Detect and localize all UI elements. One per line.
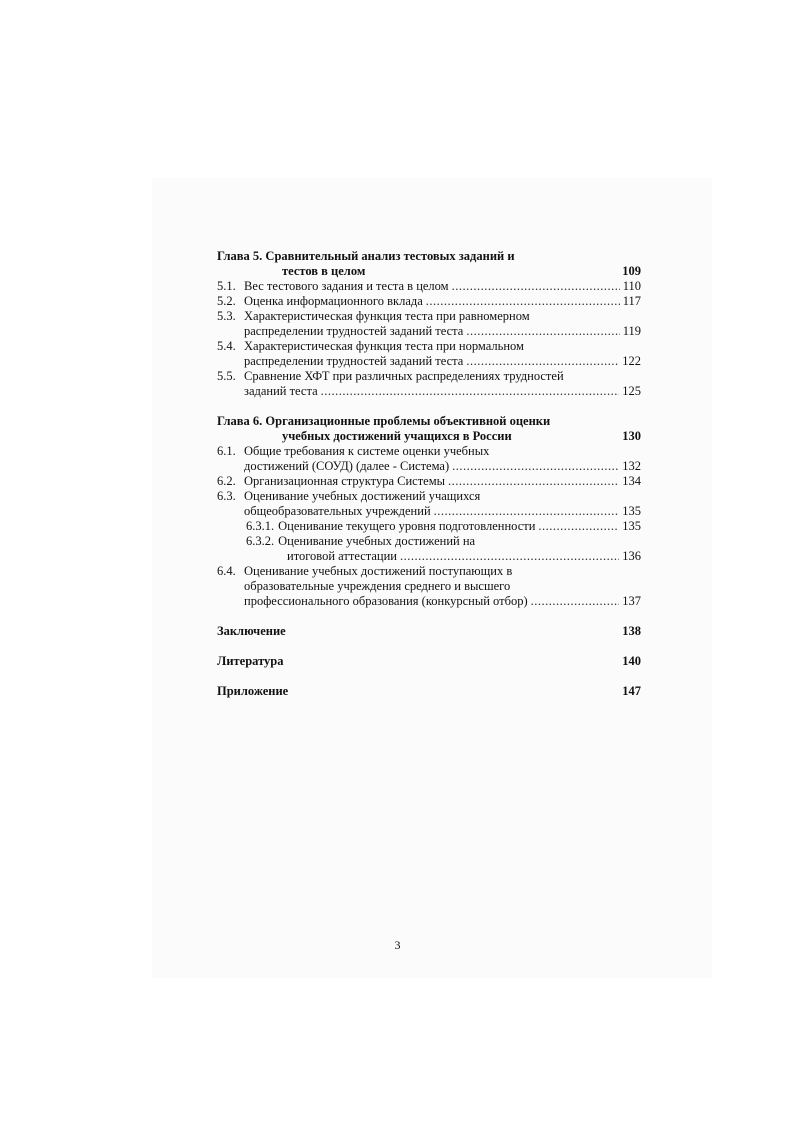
toc-entry-5-2	[217, 294, 641, 309]
entry-title-cont: распределении трудностей заданий теста	[244, 354, 464, 368]
entry-page: 135	[622, 519, 641, 533]
toc-appendix	[217, 684, 641, 699]
entry-page: 125	[622, 384, 641, 398]
toc-conclusion	[217, 624, 641, 639]
entry-page: 136	[622, 549, 641, 563]
toc-entry-5-5	[217, 369, 641, 399]
entry-number: 6.1.	[217, 444, 236, 458]
entry-page: 134	[622, 474, 641, 488]
entry-title-cont: общеобразовательных учреждений	[244, 504, 431, 518]
entry-title-cont: образовательные учреждения среднего и высшего	[244, 579, 511, 593]
entry-title: Характеристическая функция теста при нормальном	[244, 339, 524, 353]
appendix-page: 147	[622, 684, 641, 698]
entry-number: 5.4.	[217, 339, 236, 353]
entry-page: 119	[622, 324, 641, 338]
entry-title: Вес тестового задания и теста в целом	[244, 279, 449, 293]
entry-number: 5.3.	[217, 309, 236, 323]
toc-entry-5-3	[217, 309, 641, 339]
toc-entry-6-3	[217, 489, 641, 519]
leader-dots	[538, 519, 619, 534]
chapter-5-title-line2: тестов в целом	[282, 264, 366, 278]
entry-title: Сравнение ХФТ при различных распределениях трудностей	[244, 369, 564, 383]
entry-title: Оценка информационного вклада	[244, 294, 423, 308]
entry-title-cont: распределении трудностей заданий теста	[244, 324, 464, 338]
entry-page: 117	[622, 294, 641, 308]
toc-entry-6-3-2	[217, 534, 641, 564]
toc-entry-5-4	[217, 339, 641, 369]
entry-number: 6.3.	[217, 489, 236, 503]
entry-number: 6.4.	[217, 564, 236, 578]
entry-number: 5.2.	[217, 294, 236, 308]
chapter-5-heading	[217, 249, 641, 279]
entry-number: 6.3.1.	[246, 519, 275, 533]
entry-title: Оценивание учебных достижений учащихся	[244, 489, 481, 503]
entry-page: 110	[622, 279, 641, 293]
chapter-6-page: 130	[622, 429, 641, 443]
toc-entry-6-3-1	[217, 519, 641, 534]
entry-title: Общие требования к системе оценки учебных	[244, 444, 490, 458]
leader-dots	[452, 459, 619, 474]
toc-entry-6-4	[217, 564, 641, 609]
entry-title: Характеристическая функция теста при равномерном	[244, 309, 530, 323]
leader-dots	[426, 294, 620, 309]
entry-number: 6.2.	[217, 474, 236, 488]
entry-page: 122	[622, 354, 641, 368]
entry-title-cont: профессионального образования (конкурсный отбор)	[244, 594, 528, 608]
entry-page: 137	[622, 594, 641, 608]
literature-page: 140	[622, 654, 641, 668]
leader-dots	[434, 504, 620, 519]
entry-title: Оценивание текущего уровня подготовленности	[278, 519, 536, 533]
page-number: 3	[394, 938, 401, 952]
leader-dots	[321, 384, 620, 399]
toc-entry-5-1	[217, 279, 641, 294]
entry-title-cont: заданий теста	[244, 384, 318, 398]
chapter-5-page: 109	[622, 264, 641, 278]
appendix-label: Приложение	[217, 684, 289, 698]
entry-title: Организационная структура Системы	[244, 474, 446, 488]
conclusion-label: Заключение	[217, 624, 286, 638]
leader-dots	[531, 594, 620, 609]
leader-dots	[466, 324, 619, 339]
entry-title-cont: достижений (СОУД) (далее - Система)	[244, 459, 450, 473]
entry-number: 6.3.2.	[246, 534, 275, 548]
entry-title: Оценивание учебных достижений на	[278, 534, 476, 548]
entry-title-cont: итоговой аттестации	[287, 549, 397, 563]
chapter-5-title-line1: Глава 5. Сравнительный анализ тестовых заданий и	[217, 249, 515, 263]
leader-dots	[452, 279, 620, 294]
entry-page: 132	[622, 459, 641, 473]
chapter-6-heading	[217, 414, 641, 444]
entry-number: 5.5.	[217, 369, 236, 383]
table-of-contents	[217, 249, 641, 699]
toc-literature	[217, 654, 641, 669]
entry-page: 135	[622, 504, 641, 518]
chapter-6-title-line2: учебных достижений учащихся в России	[282, 429, 512, 443]
entry-number: 5.1.	[217, 279, 236, 293]
chapter-6-title-line1: Глава 6. Организационные проблемы объективной оценки	[217, 414, 551, 428]
leader-dots	[448, 474, 619, 489]
leader-dots	[466, 354, 619, 369]
entry-title: Оценивание учебных достижений поступающих в	[244, 564, 513, 578]
toc-entry-6-2	[217, 474, 641, 489]
leader-dots	[400, 549, 619, 564]
toc-entry-6-1	[217, 444, 641, 474]
literature-label: Литература	[217, 654, 284, 668]
conclusion-page: 138	[622, 624, 641, 638]
